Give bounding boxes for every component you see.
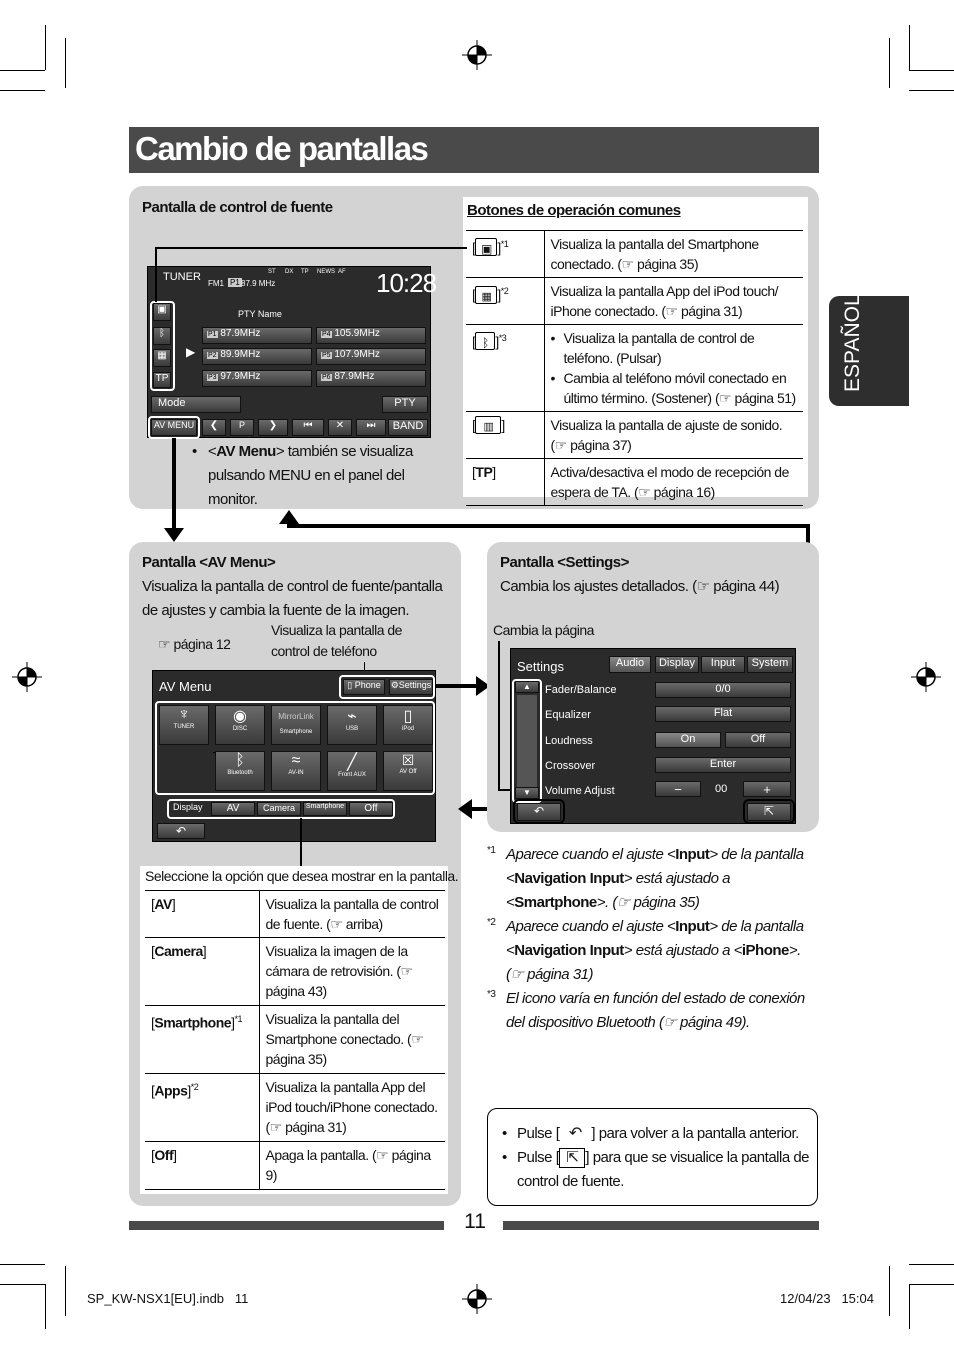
table-row: [Camera] Visualiza la imagen de la cámara de retrovisión. (☞ página 43) — [145, 938, 445, 1006]
display-av-button[interactable]: AV — [211, 802, 255, 816]
registration-mark-icon — [911, 662, 941, 692]
tab-input[interactable]: Input — [701, 656, 745, 673]
mode-button[interactable]: Mode — [151, 396, 241, 413]
av-menu-title: AV Menu — [159, 679, 212, 694]
scroll-down-icon[interactable]: ▼ — [515, 787, 539, 799]
arrow-down — [172, 438, 176, 530]
source-usb[interactable]: ⌁ USB — [327, 705, 377, 745]
volume-plus-button[interactable]: + — [743, 781, 791, 797]
av-menu-screen — [152, 670, 436, 842]
av-panel-heading: Pantalla <AV Menu> — [142, 554, 276, 571]
settings-row-label: Fader/Balance — [545, 684, 617, 696]
scroll-up-icon[interactable]: ▲ — [515, 681, 539, 693]
settings-row-label: Loudness — [545, 735, 593, 747]
settings-row-label: Equalizer — [545, 709, 591, 721]
band-button[interactable]: BAND — [388, 419, 428, 436]
language-tab — [829, 296, 909, 406]
table-row: [ ▣ ]$^{*1}$ Visualiza la pantalla del Smartphone conectado. (☞ página 35) — [466, 231, 803, 278]
table-row: [ ▦ ]$^{*2}$ Visualiza la pantalla App del iPod touch/ iPhone conectado. (☞ página 31) — [466, 278, 803, 325]
tuner-indicator: ST — [268, 269, 276, 275]
phone-note: Visualiza la pantalla de control de teléfono — [271, 622, 402, 659]
loudness-on-button[interactable]: On — [655, 732, 721, 748]
source-control-icon: ⇱ — [559, 1148, 585, 1168]
page-bar-right — [503, 1221, 819, 1230]
tuner-indicator: AF — [338, 269, 346, 275]
top-buttons-highlight — [339, 675, 435, 699]
tuner-clock: 10:28 — [376, 268, 437, 298]
common-buttons-heading: Botones de operación comunes — [467, 202, 681, 219]
source-panel-heading: Pantalla de control de fuente — [142, 199, 333, 216]
tip: • Pulse [ ⇱ ] para que se visualice la pantalla de control de fuente. — [502, 1149, 810, 1190]
skip-forward-icon[interactable]: ⏭ — [356, 419, 386, 436]
tuner-indicator: NEWS — [317, 269, 335, 275]
preset-button[interactable]: P2 89.9MHz — [202, 348, 312, 365]
settings-row-label: Crossover — [545, 760, 596, 772]
smartphone-icon[interactable]: ▣ — [153, 303, 171, 321]
pty-button[interactable]: PTY — [382, 396, 428, 413]
equalizer-button[interactable]: Flat — [655, 706, 791, 722]
next-icon[interactable]: ❯ — [258, 419, 288, 436]
back-highlight — [513, 799, 565, 824]
footer-right: 12/04/23 15:04 — [780, 1291, 874, 1306]
back-icon[interactable]: ↶ — [157, 823, 205, 839]
arrow-left-icon — [458, 799, 472, 819]
av-menu-note: • <AV Menu> también se visualiza pulsando MENU en el panel del monitor. — [192, 443, 413, 508]
source-smartphone[interactable]: MirrorLink Smartphone — [271, 705, 321, 745]
equalizer-icon: ▥ — [475, 416, 501, 434]
volume-value: 00 — [715, 783, 728, 795]
arrow-up-icon — [279, 510, 299, 524]
crossover-button[interactable]: Enter — [655, 757, 791, 773]
language-label: ESPAÑOL — [841, 294, 864, 392]
source-front-aux[interactable]: ╱ Front AUX — [327, 751, 377, 791]
display-off-button[interactable]: Off — [349, 802, 393, 816]
fader-balance-button[interactable]: 0/0 — [655, 682, 791, 698]
bluetooth-icon[interactable]: ᛒ — [153, 327, 171, 345]
tab-system[interactable]: System — [747, 656, 793, 673]
tuner-screen — [147, 266, 437, 438]
back-icon[interactable]: ↶ — [517, 803, 561, 821]
tuner-preset: P1 — [230, 278, 240, 287]
source-av-off[interactable]: ☒ AV Off — [383, 751, 433, 791]
settings-row-label: Volume Adjust — [545, 785, 615, 797]
preset-button[interactable]: P4 105.9MHz — [316, 327, 426, 344]
table-row: [AV] Visualiza la pantalla de control de fuente. (☞ arriba) — [145, 891, 445, 938]
page-number: 11 — [464, 1210, 486, 1233]
table-row: [Smartphone]$^{*1}$ Visualiza la pantalla del Smartphone conectado. (☞ página 35) — [145, 1006, 445, 1074]
source-tuner[interactable]: ♆ TUNER — [159, 705, 209, 745]
scroll-highlight — [512, 679, 542, 803]
apps-icon: ▦ — [475, 286, 497, 304]
footer-left: SP_KW-NSX1[EU].indb 11 — [87, 1291, 249, 1306]
settings-panel-description: Cambia los ajustes detallados. (☞ página 44) — [500, 578, 780, 595]
common-buttons-table — [466, 230, 803, 506]
source-control-icon[interactable]: ⇱ — [747, 803, 791, 821]
p-button[interactable]: P — [230, 419, 254, 436]
phone-button[interactable]: ▯ Phone — [343, 679, 385, 695]
av-panel-description: Visualiza la pantalla de control de fuente/pantalla de ajustes y cambia la fuente de la imagen. — [142, 578, 443, 619]
options-table — [145, 890, 445, 1190]
play-arrow-icon: ▶ — [186, 345, 196, 359]
settings-panel-heading: Pantalla <Settings> — [500, 554, 629, 571]
page-change-note: Cambia la página — [493, 622, 594, 638]
tuner-indicator: DX — [285, 269, 294, 275]
pty-name: PTY Name — [238, 309, 282, 319]
av-menu-button[interactable]: AV MENU — [151, 419, 197, 436]
table-row: [ ᛒ ]$^{*3}$ • Visualiza la pantalla de control de teléfono. (Pulsar) • Cambia al teléfono móvil conectado en último término. (Sostener) (☞ página 51) — [466, 325, 803, 412]
tip: • Pulse [ ↶ ] para volver a la pantalla anterior. — [502, 1122, 812, 1146]
tuner-indicator: TP — [301, 269, 309, 275]
settings-button[interactable]: ⚙Settings — [389, 679, 433, 695]
prev-icon[interactable]: ❮ — [202, 419, 226, 436]
source-ipod[interactable]: ▯ iPod — [383, 705, 433, 745]
loudness-off-button[interactable]: Off — [725, 732, 791, 748]
select-note: Seleccione la opción que desea mostrar en la pantalla. — [145, 868, 459, 884]
av-menu-highlight — [148, 416, 200, 439]
arrow-down-icon — [164, 528, 184, 542]
source-av-in[interactable]: ≈ AV-IN — [271, 751, 321, 791]
smartphone-icon: ▣ — [475, 238, 497, 256]
source-highlight — [743, 799, 795, 824]
display-label: Display — [173, 802, 203, 812]
settings-screen — [510, 648, 796, 824]
skip-back-icon[interactable]: ⏮ — [292, 419, 324, 436]
page-ref: ☞ página 12 — [158, 636, 231, 652]
page-title: Cambio de pantallas — [135, 130, 428, 167]
tab-audio[interactable]: Audio — [609, 656, 651, 673]
volume-minus-button[interactable]: − — [655, 781, 701, 797]
display-smartphone-button[interactable]: Smartphone — [303, 802, 347, 816]
tuner-freq: 87.9 MHz — [241, 279, 276, 288]
source-disc[interactable]: ◉ DISC — [215, 705, 265, 745]
table-row: [ ▥ ] Visualiza la pantalla de ajuste de sonido. (☞ página 37) — [466, 412, 803, 459]
display-camera-button[interactable]: Camera — [257, 802, 301, 816]
tp-button[interactable]: TP — [153, 372, 171, 388]
footnote: *2 Aparece cuando el ajuste <Input> de la pantalla <Navigation Input> está ajustado a <iPhone>. (☞ página 31) — [487, 917, 804, 983]
preset-button[interactable]: P1 87.9MHz — [202, 327, 312, 344]
registration-mark-icon — [462, 1284, 492, 1314]
tuner-source-label: TUNER — [163, 271, 201, 283]
registration-mark-icon — [12, 662, 42, 692]
bluetooth-icon: ᛒ — [475, 332, 495, 350]
table-row: [Off] Apaga la pantalla. (☞ página 9) — [145, 1142, 445, 1190]
tips — [502, 1122, 812, 1194]
preset-button[interactable]: P3 97.9MHz — [202, 370, 312, 387]
registration-mark-icon — [462, 40, 492, 70]
tab-display[interactable]: Display — [655, 656, 699, 673]
tuner-band: FM1 — [208, 279, 224, 288]
equalizer-icon[interactable]: ▦ — [153, 349, 171, 367]
settings-title: Settings — [517, 659, 564, 674]
table-row: [TP] Activa/desactiva el modo de recepción de espera de TA. (☞ página 16) — [466, 459, 803, 506]
preset-button[interactable]: P6 87.9MHz — [316, 370, 426, 387]
icon-column-highlight — [150, 301, 175, 391]
back-icon: ↶ — [568, 1125, 582, 1142]
table-row: [Apps]$^{*2}$ Visualiza la pantalla App del iPod touch/iPhone conectado. (☞ página 31) — [145, 1074, 445, 1142]
page-bar-left — [129, 1221, 444, 1230]
preset-button[interactable]: P5 107.9MHz — [316, 348, 426, 365]
footnote: *1 Aparece cuando el ajuste <Input> de la pantalla <Navigation Input> está ajustado a <Smartphone>. (☞ página 35) — [487, 845, 804, 911]
source-bluetooth[interactable]: ᛒ Bluetooth — [215, 751, 265, 791]
footnote: *3 El icono varía en función del estado de conexión del dispositivo Bluetooth (☞ página 49). — [487, 989, 805, 1031]
footnotes — [487, 843, 817, 1035]
page-title-bar — [129, 127, 819, 173]
mute-icon[interactable]: ✕ — [328, 419, 352, 436]
